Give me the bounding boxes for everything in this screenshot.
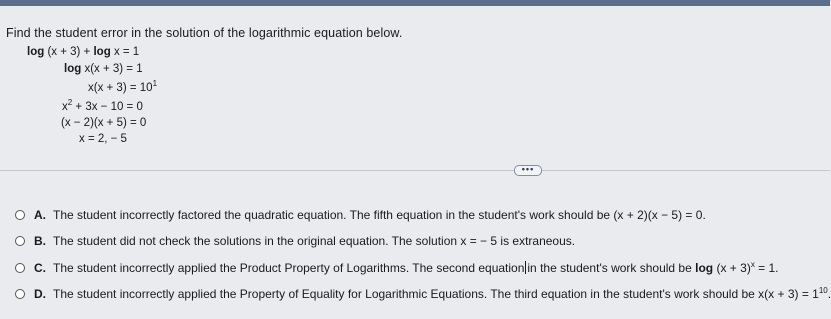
work-line-1-arg: (x + 3) +	[47, 46, 91, 58]
work-line-1-rest: x = 1	[113, 46, 140, 58]
answer-option-a[interactable]	[15, 208, 706, 222]
math-arg: (x + 3)	[716, 261, 751, 275]
log-keyword: log	[27, 46, 45, 58]
math-end: .	[827, 287, 831, 301]
option-math	[695, 261, 778, 275]
option-text-part: The student incorrectly applied the Product Property of Logarithms. The second equation	[53, 261, 525, 275]
option-text	[53, 261, 779, 275]
option-letter: B.	[34, 234, 46, 248]
work-line-4-rest: + 3x − 10 = 0	[75, 101, 143, 113]
work-line-3	[88, 79, 158, 94]
work-line-2	[64, 63, 143, 75]
option-text-part: The student incorrectly applied the Property of Equality for Logarithmic Equations. The third equation in the student's work should be	[53, 287, 755, 301]
log-keyword: log	[695, 261, 714, 275]
answer-option-d[interactable]	[15, 287, 831, 301]
work-line-5: (x − 2)(x + 5) = 0	[61, 117, 147, 129]
radio-button-a[interactable]	[15, 210, 25, 220]
option-text: The student incorrectly factored the quadratic equation. The fifth equation in the student's work should be (x + 2)(x − 5) = 0.	[53, 208, 706, 222]
radio-button-d[interactable]	[15, 289, 25, 299]
radio-button-b[interactable]	[15, 236, 25, 246]
expand-more-button[interactable]: •••	[514, 165, 542, 176]
work-line-3-exponent: 1	[152, 79, 158, 88]
option-text-part: in the student's work should be	[527, 261, 692, 275]
option-text: The student did not check the solutions in the original equation. The solution x = − 5 is extraneous.	[53, 234, 576, 248]
option-letter: D.	[34, 287, 46, 301]
math-base: x(x + 3) = 1	[758, 287, 819, 301]
question-prompt: Find the student error in the solution of the logarithmic equation below.	[6, 26, 403, 40]
answer-option-c[interactable]	[15, 261, 779, 275]
option-math	[758, 287, 831, 301]
math-exponent: x	[750, 260, 755, 269]
work-line-4-exponent: 2	[67, 98, 73, 107]
work-line-2-rest: x(x + 3) = 1	[84, 63, 143, 75]
option-text	[53, 287, 831, 301]
work-line-3-base: x(x + 3) = 10	[88, 82, 153, 94]
option-letter: A.	[34, 208, 46, 222]
work-line-4-var: x	[62, 101, 68, 113]
section-divider	[0, 170, 830, 171]
option-letter: C.	[34, 261, 46, 275]
answer-option-b[interactable]	[15, 234, 575, 248]
log-keyword: log	[64, 63, 82, 75]
radio-button-c[interactable]	[15, 263, 25, 273]
work-line-1	[27, 46, 139, 58]
math-exponent: 10	[818, 286, 828, 295]
log-keyword: log	[93, 46, 111, 58]
work-line-6: x = 2, − 5	[79, 133, 127, 145]
math-end: = 1.	[758, 261, 779, 275]
work-line-4	[62, 98, 143, 113]
